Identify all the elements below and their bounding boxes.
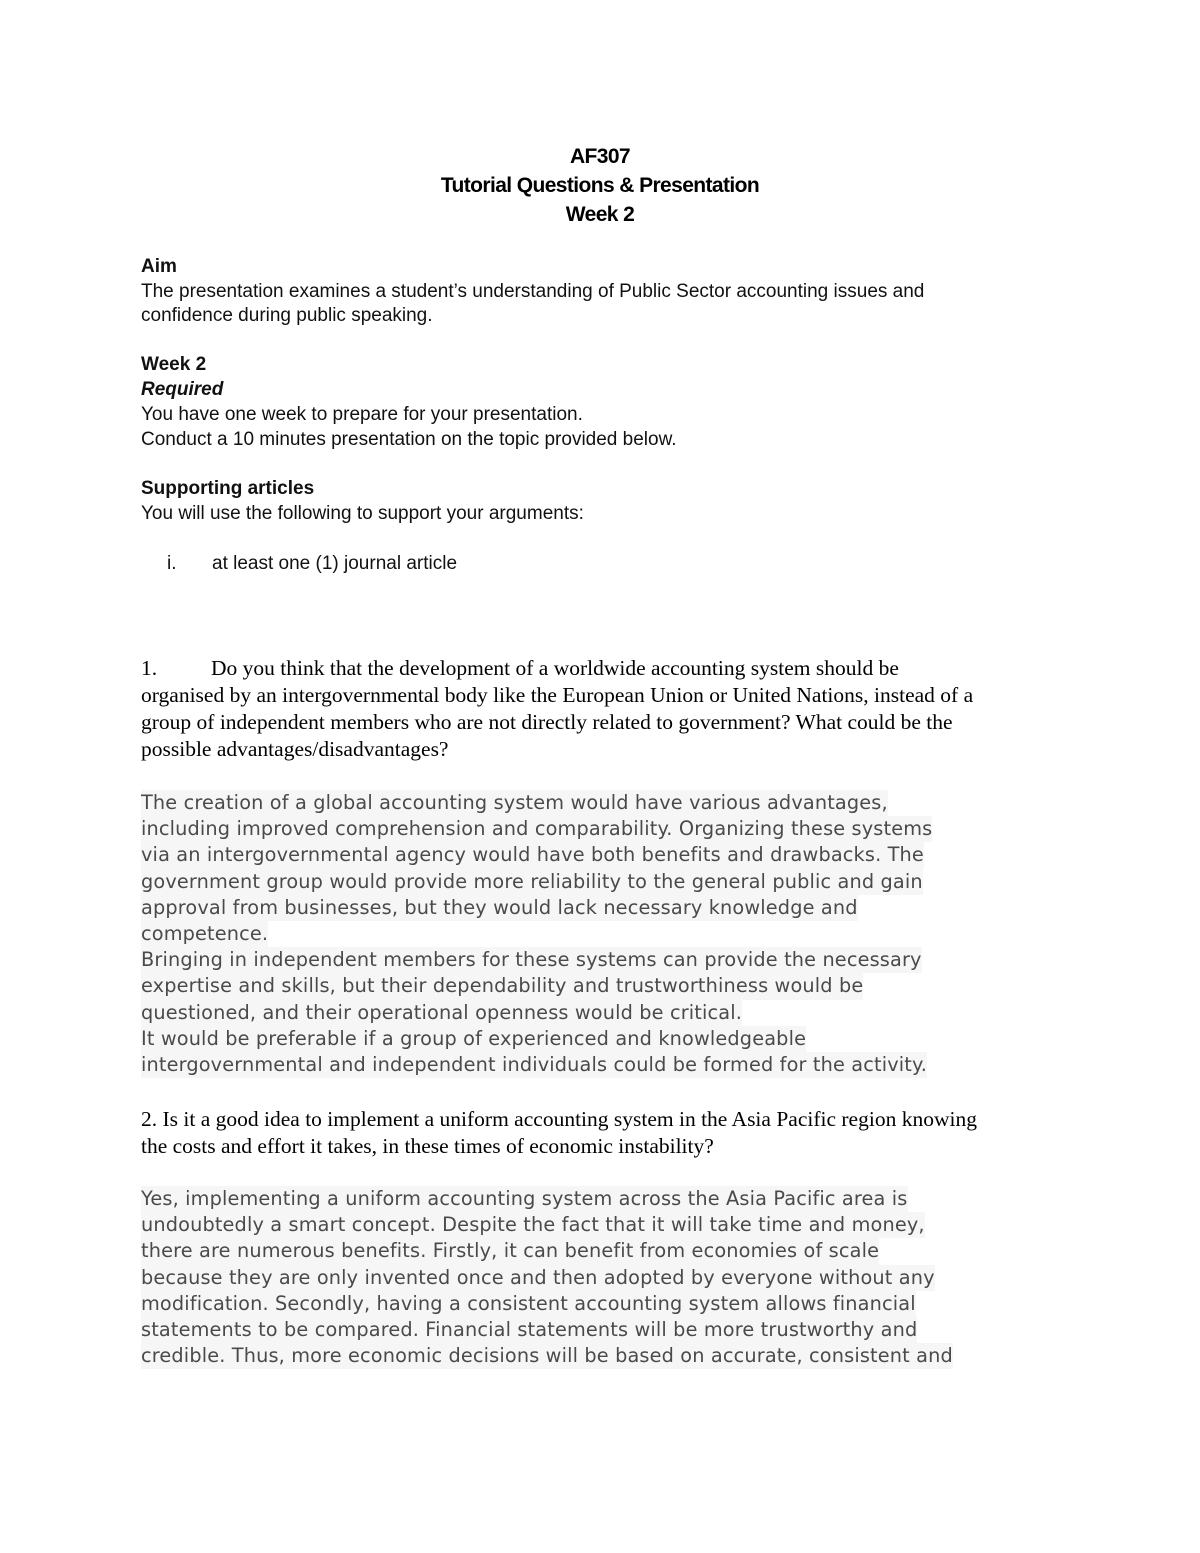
week-heading: Week 2 (141, 354, 207, 375)
question-1-number: 1. (141, 656, 158, 680)
question-1-line: organised by an intergovernmental body like the European Union or United Nations, instead of a (141, 683, 974, 707)
answer-1-line: intergovernmental and independent individuals could be formed for the activity. (141, 1052, 927, 1078)
answer-2-line: because they are only invented once and then adopted by everyone without any (141, 1265, 935, 1291)
week-title: Week 2 (565, 203, 635, 226)
answer-2-line: statements to be compared. Financial statements will be more trustworthy and (141, 1317, 917, 1343)
course-code: AF307 (569, 145, 631, 168)
week-line: Conduct a 10 minutes presentation on the topic provided below. (141, 429, 677, 450)
answer-1-line: The creation of a global accounting system would have various advantages, (141, 790, 888, 816)
answer-1-line: competence. (141, 921, 268, 947)
aim-heading: Aim (141, 256, 177, 277)
question-2-line: 2. Is it a good idea to implement a uniform accounting system in the Asia Pacific region knowing (141, 1107, 977, 1131)
required-subheading: Required (141, 379, 224, 400)
list-item: at least one (1) journal article (212, 553, 458, 574)
question-1-line: group of independent members who are not directly related to government? What could be the (141, 710, 953, 734)
answer-1-line: including improved comprehension and comparability. Organizing these systems (141, 816, 932, 842)
answer-1-line: government group would provide more reliability to the general public and gain (141, 869, 923, 895)
answer-2 (141, 1186, 953, 1369)
aim-line: The presentation examines a student’s understanding of Public Sector accounting issues and (141, 281, 925, 302)
answer-2-line: there are numerous benefits. Firstly, it can benefit from economies of scale (141, 1238, 879, 1264)
answer-1-line: It would be preferable if a group of experienced and knowledgeable (141, 1026, 806, 1052)
question-2-line: the costs and effort it takes, in these times of economic instability? (141, 1134, 714, 1158)
document-title: Tutorial Questions & Presentation (440, 174, 760, 197)
aim-line: confidence during public speaking. (141, 305, 433, 326)
question-1-line: possible advantages/disadvantages? (141, 737, 449, 761)
list-item-marker: i. (167, 553, 177, 574)
answer-2-line: modification. Secondly, having a consistent accounting system allows financial (141, 1291, 916, 1317)
answer-1-line: Bringing in independent members for these systems can provide the necessary (141, 947, 922, 973)
answer-1-line: expertise and skills, but their dependability and trustworthiness would be (141, 973, 863, 999)
answer-2-line: credible. Thus, more economic decisions will be based on accurate, consistent and (141, 1343, 953, 1369)
answer-2-line: undoubtedly a smart concept. Despite the fact that it will take time and money, (141, 1212, 925, 1238)
answer-1 (141, 790, 932, 1078)
supporting-intro: You will use the following to support your arguments: (141, 503, 584, 524)
answer-1-line: approval from businesses, but they would lack necessary knowledge and (141, 895, 858, 921)
answer-1-line: questioned, and their operational openness would be critical. (141, 1000, 742, 1026)
supporting-heading: Supporting articles (141, 478, 315, 499)
answer-2-line: Yes, implementing a uniform accounting system across the Asia Pacific area is (141, 1186, 908, 1212)
answer-1-line: via an intergovernmental agency would have both benefits and drawbacks. The (141, 842, 924, 868)
document-title-block (0, 142, 1200, 229)
week-line: You have one week to prepare for your presentation. (141, 404, 583, 425)
question-1-line: Do you think that the development of a worldwide accounting system should be (211, 656, 899, 680)
